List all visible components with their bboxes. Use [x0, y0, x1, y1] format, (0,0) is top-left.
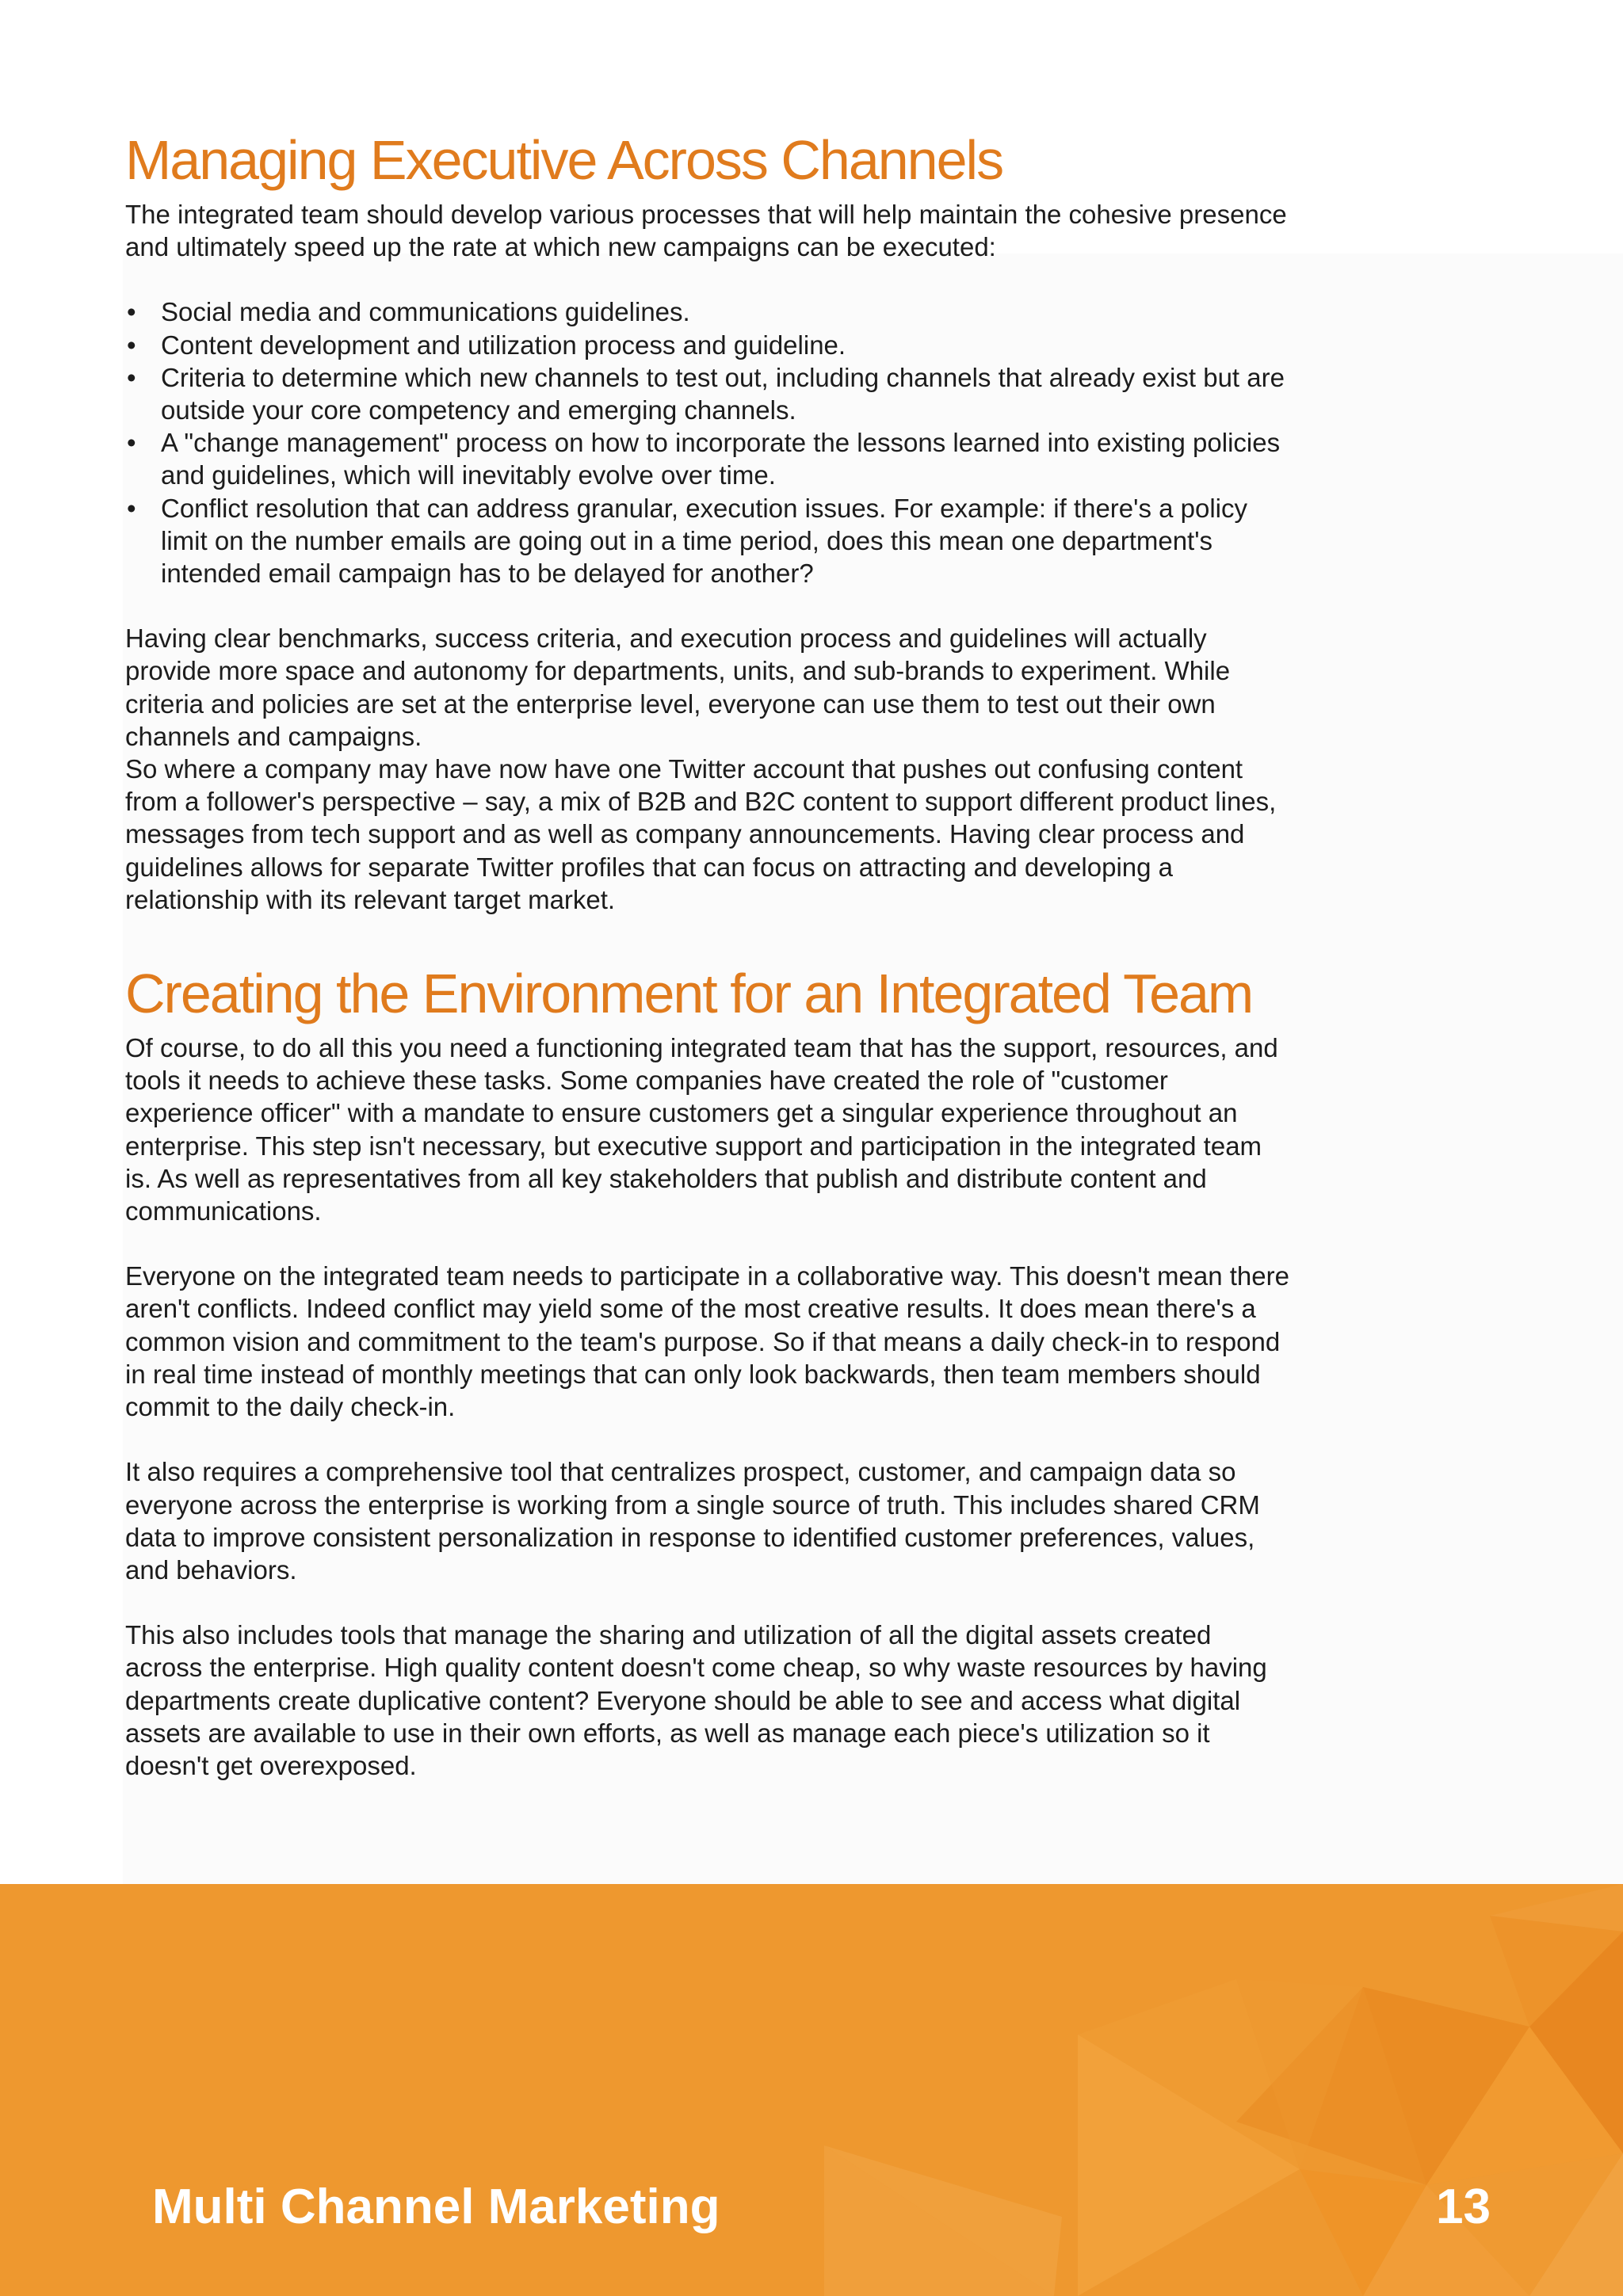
- section-heading-integrated-team: Creating the Environment for an Integrated Team: [125, 963, 1253, 1025]
- bullet-marker: •: [127, 330, 136, 360]
- list-item: [125, 329, 1290, 361]
- body-paragraph: Of course, to do all this you need a functioning integrated team that has the support, resources, and tools it needs to achieve these tasks. Some companies have created the role of "customer experience officer" with a mandate to ensure customers get a singular experience throughout an enterprise. This step isn't necessary, but executive support and participation in the integrated team is. As well as representatives from all key stakeholders that publish and distribute content and communications.: [125, 1033, 1278, 1226]
- body-paragraph: Everyone on the integrated team needs to participate in a collaborative way. This doesn't mean there aren't conflicts. Indeed conflict may yield some of the most creative results. It does mean there's a common vision and commitment to the team's purpose. So if that means a daily check-in to respond in real time instead of monthly meetings that can only look backwards, then team members should commit to the daily check-in.: [125, 1261, 1289, 1422]
- list-item: [125, 296, 1290, 328]
- bullet-marker: •: [127, 493, 136, 523]
- list-item-text: Conflict resolution that can address granular, execution issues. For example: if there's a policy limit on the number emails are going out in a time period, does this mean one department's intended email campaign has to be delayed for another?: [161, 493, 1247, 589]
- list-item: [125, 426, 1290, 491]
- list-item-text: Criteria to determine which new channels to test out, including channels that already exist but are outside your core competency and emerging channels.: [161, 362, 1285, 425]
- body-paragraph: This also includes tools that manage the sharing and utilization of all the digital assets created across the enterprise. High quality content doesn't come cheap, so why waste resources by having departments create duplicative content? Everyone should be able to see and access what digital assets are available to use in their own efforts, as well as manage each piece's utilization so it doesn't get overexposed.: [125, 1620, 1267, 1780]
- list-item-text: A "change management" process on how to incorporate the lessons learned into existing policies and guidelines, which will inevitably evolve over time.: [161, 428, 1281, 490]
- page-number: 13: [1436, 2180, 1491, 2234]
- bullet-marker: •: [127, 428, 136, 458]
- bullet-marker: •: [127, 297, 136, 327]
- list-item-text: Content development and utilization process and guideline.: [161, 330, 846, 360]
- body-paragraph: Having clear benchmarks, success criteria, and execution process and guidelines will actually provide more space and autonomy for departments, units, and sub-brands to experiment. While criteria and policies are set at the enterprise level, everyone can use them to test out their own channels and campaigns.: [125, 624, 1231, 751]
- page-footer: [0, 1884, 1623, 2296]
- section-intro: The integrated team should develop various processes that will help maintain the cohesive presence and ultimately speed up the rate at which new campaigns can be executed:: [125, 200, 1287, 262]
- footer-title: Multi Channel Marketing: [152, 2180, 720, 2234]
- list-item: [125, 361, 1290, 426]
- section-heading-managing: Managing Executive Across Channels: [125, 129, 1003, 191]
- body-paragraph: So where a company may have now have one Twitter account that pushes out confusing content from a follower's perspective – say, a mix of B2B and B2C content to support different product lines, messages from tech support and as well as company announcements. Having clear process and guidelines allows for separate Twitter profiles that can focus on attracting and developing a relationship with its relevant target market.: [125, 754, 1277, 914]
- document-body: [125, 127, 1290, 1782]
- list-item: [125, 492, 1290, 590]
- process-list: [125, 296, 1290, 589]
- body-paragraph: It also requires a comprehensive tool that centralizes prospect, customer, and campaign data so everyone across the enterprise is working from a single source of truth. This includes shared CRM data to improve consistent personalization in response to identified customer preferences, values, and behaviors.: [125, 1457, 1260, 1585]
- bullet-marker: •: [127, 362, 136, 392]
- list-item-text: Social media and communications guidelines.: [161, 297, 690, 327]
